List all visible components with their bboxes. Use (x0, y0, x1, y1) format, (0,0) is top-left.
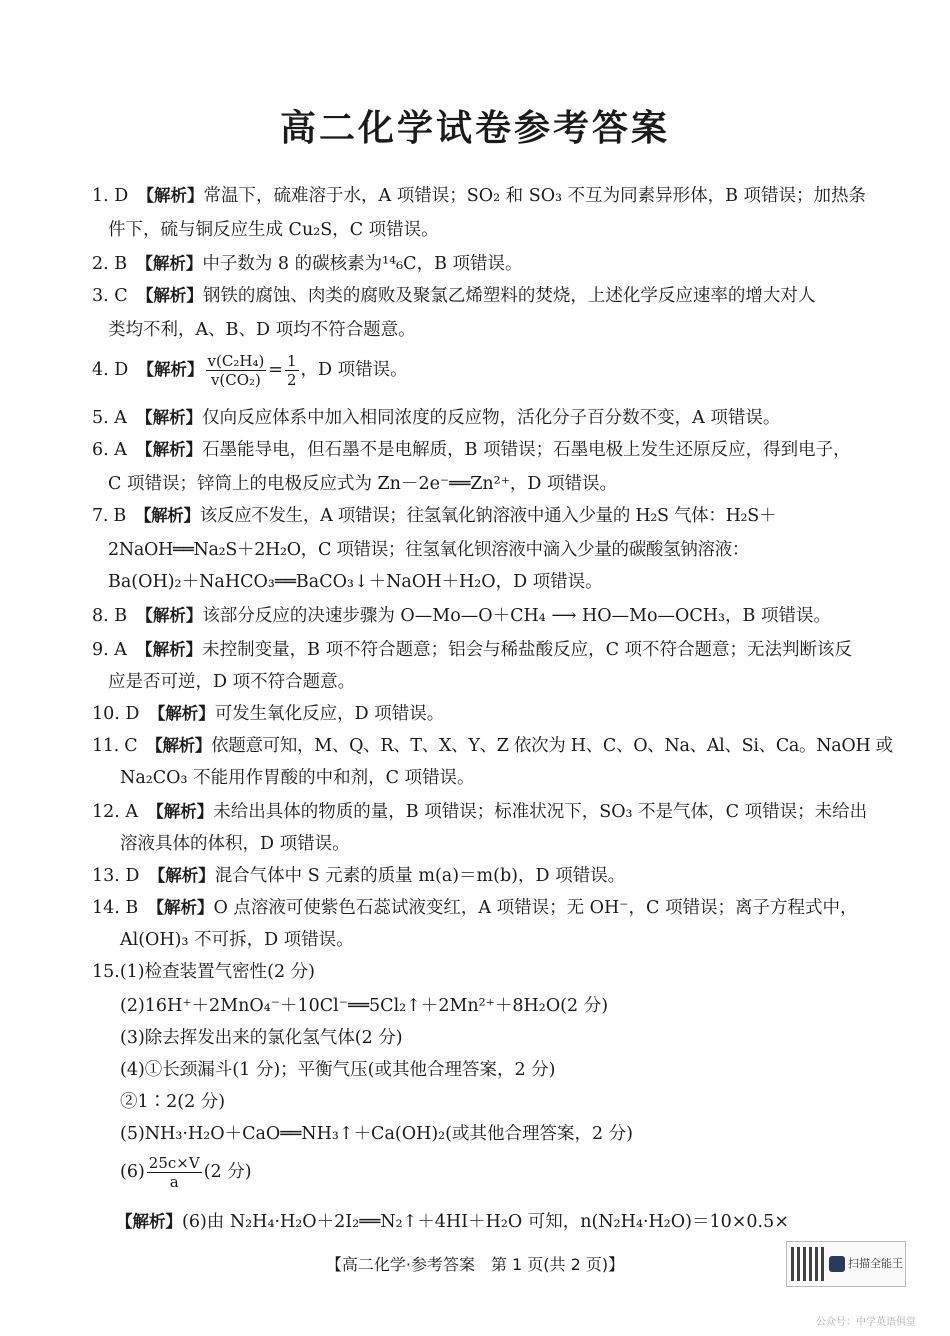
answer-14-line-2: Al(OH)₃ 不可拆，D 项错误。 (120, 930, 354, 950)
answer-num: 7. B (92, 506, 126, 526)
rate-fraction (206, 352, 267, 389)
scanner-badge (786, 1241, 906, 1287)
analysis-tag: 【解析】 (144, 606, 203, 625)
answer-num: 15. (92, 962, 120, 982)
answer-1-line-2: 件下，硫与铜反应生成 Cu₂S，C 项错误。 (108, 220, 439, 240)
part-label: (6) (120, 1162, 145, 1182)
analysis-tag: 【解析】 (144, 640, 203, 659)
fraction-denominator: a (169, 1173, 179, 1191)
answer-4-line-1 (92, 352, 872, 389)
answer-part-1: (1)检查装置气密性(2 分) (119, 962, 315, 982)
analysis-tag: 【解析】 (156, 704, 215, 723)
answer-text: 钢铁的腐蚀、肉类的腐败及聚氯乙烯塑料的焚烧，上述化学反应速率的增大对人 (202, 286, 816, 306)
answer-12-line-2: 溶液具体的体积，D 项错误。 (120, 834, 350, 854)
fraction-numerator: 25c×V (148, 1154, 200, 1172)
answer-text: 可发生氧化反应，D 项错误。 (214, 704, 445, 724)
analysis-tag: 【解析】 (145, 360, 204, 379)
answer-text: 该部分反应的决速步骤为 O—Mo—O＋CH₄ ⟶ HO—Mo—OCH₃，B 项错误。 (202, 606, 831, 626)
answer-num: 13. D (92, 866, 140, 886)
answer-text: 石墨能导电，但石墨不是电解质，B 项错误；石墨电极上发生还原反应，得到电子， (202, 440, 851, 460)
answer-9-line-2: 应是否可逆，D 项不符合题意。 (108, 672, 356, 692)
answer-3-line-2: 类均不利，A、B、D 项均不符合题意。 (108, 320, 416, 340)
result-fraction (147, 1154, 202, 1191)
app-logo-icon (829, 1256, 845, 1272)
answer-num: 6. A (92, 440, 127, 460)
answer-15-part-3: (3)除去挥发出来的氯化氢气体(2 分) (120, 1028, 403, 1048)
answer-6-line-2: C 项错误；锌筒上的电极反应式为 Zn－2e⁻══Zn²⁺，D 项错误。 (108, 474, 618, 494)
answer-text: 该反应不发生，A 项错误；往氢氧化钠溶液中通入少量的 H₂S 气体：H₂S＋ (199, 506, 777, 526)
page-footer: 【高二化学·参考答案 第 1 页(共 2 页)】 (325, 1255, 625, 1274)
answer-num: 8. B (92, 606, 128, 626)
answer-text: ，D 项错误。 (300, 360, 408, 380)
answer-15-part-4: (4)①长颈漏斗(1 分)；平衡气压(或其他合理答案，2 分) (120, 1060, 556, 1080)
answer-num: 4. D (92, 360, 129, 380)
answer-num: 3. C (92, 286, 128, 306)
answer-text: 仅向反应体系中加入相同浓度的反应物，活化分子百分数不变，A 项错误。 (202, 408, 781, 428)
answer-text: 未给出具体的物质的量，B 项错误；标准状况下，SO₃ 不是气体，C 项错误；未给出 (213, 802, 868, 822)
answer-num: 1. D (92, 186, 129, 206)
answer-11-line-1 (92, 734, 893, 758)
answer-num: 11. C (92, 736, 138, 756)
answer-12-line-1 (92, 800, 872, 824)
answer-num: 12. A (92, 802, 139, 822)
answer-text: 未控制变量，B 项不符合题意；铝会与稀盐酸反应，C 项不符合题意；无法判断该反 (202, 640, 853, 660)
watermark: 公众号：中学英语俱堂 (816, 1317, 916, 1328)
page-title: 高二化学试卷参考答案 (279, 108, 670, 149)
answer-14-line-1 (92, 896, 872, 920)
qr-code-icon (791, 1247, 825, 1281)
answer-text: 常温下，硫难溶于水，A 项错误；SO₂ 和 SO₃ 不互为同素异形体，B 项错误；加热条 (203, 186, 867, 206)
answer-2-line-1 (92, 252, 872, 276)
scanner-label: 扫描全能王 (848, 1257, 903, 1270)
answer-num: 9. A (92, 640, 127, 660)
answer-15-line-1 (92, 960, 872, 984)
fraction-denominator: v(CO₂) (210, 371, 261, 389)
answer-15-part-6 (120, 1154, 900, 1191)
equals-sign: = (268, 360, 283, 380)
answer-text: 依题意可知，M、Q、R、T、X、Y、Z 依次为 H、C、O、Na、Al、Si、Ca。NaOH 或 (211, 736, 893, 756)
fraction-numerator: 1 (286, 352, 297, 370)
answer-3-line-1 (92, 284, 872, 308)
answer-text: (6)由 N₂H₄·H₂O＋2I₂══N₂↑＋4HI＋H₂O 可知，n(N₂H₄·H₂O)＝10×0.5× (182, 1212, 789, 1232)
answer-text: 中子数为 8 的碳核素为¹⁴₆C，B 项错误。 (202, 254, 523, 274)
fraction-numerator: v(C₂H₄) (207, 352, 265, 370)
answer-6-line-1 (92, 438, 872, 462)
answer-text: O 点溶液可使紫色石蕊试液变红，A 项错误；无 OH⁻，C 项错误；离子方程式中， (213, 898, 858, 918)
answer-13-line-1 (92, 864, 872, 888)
analysis-tag: 【解析】 (156, 866, 215, 885)
answer-7-line-2: 2NaOH══Na₂S＋2H₂O，C 项错误；往氢氧化钡溶液中滴入少量的碳酸氢钠溶液： (108, 540, 750, 560)
analysis-tag: 【解析】 (155, 898, 214, 917)
answer-15-part-2: (2)16H⁺＋2MnO₄⁻＋10Cl⁻══5Cl₂↑＋2Mn²⁺＋8H₂O(2 分) (120, 996, 609, 1016)
answer-7-line-3: Ba(OH)₂＋NaHCO₃══BaCO₃↓＋NaOH＋H₂O，D 项错误。 (108, 572, 603, 592)
answer-8-line-1 (92, 604, 872, 628)
answer-10-line-1 (92, 702, 872, 726)
answer-1-line-1 (92, 184, 872, 208)
answer-num: 14. B (92, 898, 139, 918)
analysis-tag: 【解析】 (145, 186, 204, 205)
analysis-tag: 【解析】 (116, 1212, 182, 1231)
analysis-tag: 【解析】 (143, 506, 200, 525)
analysis-tag: 【解析】 (144, 408, 203, 427)
ratio-fraction (285, 352, 299, 389)
answer-7-line-1 (92, 504, 872, 528)
analysis-tag: 【解析】 (144, 254, 203, 273)
answer-15-analysis (116, 1210, 896, 1234)
fraction-denominator: 2 (286, 371, 297, 389)
score-note: (2 分) (203, 1162, 252, 1182)
answer-text: 混合气体中 S 元素的质量 m(a)＝m(b)，D 项错误。 (214, 866, 626, 886)
analysis-tag: 【解析】 (154, 736, 212, 755)
analysis-tag: 【解析】 (145, 286, 203, 305)
answer-15-part-5: (5)NH₃·H₂O＋CaO══NH₃↑＋Ca(OH)₂(或其他合理答案，2 分) (120, 1124, 634, 1144)
answer-num: 2. B (92, 254, 128, 274)
answer-11-line-2: Na₂CO₃ 不能用作胃酸的中和剂，C 项错误。 (120, 768, 475, 788)
answer-num: 5. A (92, 408, 127, 428)
answer-5-line-1 (92, 406, 872, 430)
analysis-tag: 【解析】 (155, 802, 214, 821)
answer-9-line-1 (92, 638, 872, 662)
analysis-tag: 【解析】 (144, 440, 203, 459)
answer-15-part-4b: ②1∶2(2 分) (120, 1092, 226, 1112)
answer-num: 10. D (92, 704, 140, 724)
